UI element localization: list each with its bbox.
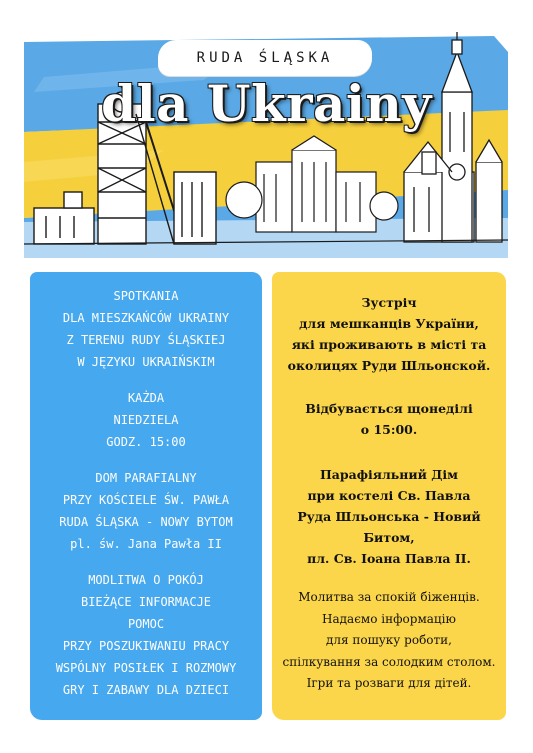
ukrainian-place-line: Парафіяльний Дім <box>319 467 459 482</box>
ukrainian-activity-line: Ігри та розваги для дітей. <box>306 676 472 690</box>
ukrainian-schedule <box>305 376 472 440</box>
polish-info-panel <box>30 272 262 720</box>
polish-activity-line: WSPÓLNY POSIŁEK I ROZMOWY <box>55 661 237 675</box>
polish-place-line: pl. św. Jana Pawła II <box>70 537 222 551</box>
ukrainian-heading-line: для мешканців України, <box>299 316 479 331</box>
polish-heading-line: SPOTKANIA <box>113 289 179 303</box>
ukrainian-activity-line: для пошуку роботи, <box>325 633 452 647</box>
polish-heading-line: Z TERENU RUDY ŚLĄSKIEJ <box>66 333 226 347</box>
polish-heading-line: DLA MIESZKAŃCÓW UKRAINY <box>62 311 230 325</box>
ukrainian-heading-line: Зустріч <box>361 295 417 310</box>
ukrainian-heading-line: які проживають в місті та <box>291 337 487 352</box>
polish-place-line: PRZY KOŚCIELE ŚW. PAWŁA <box>62 493 230 507</box>
polish-schedule-line: NIEDZIELA <box>113 413 179 427</box>
town-name-label: RUDA ŚLĄSKA <box>158 40 372 76</box>
polish-place-line: RUDA ŚLĄSKA - NOWY BYTOM <box>59 515 233 529</box>
ukrainian-heading-line: околицях Руди Шльонской. <box>287 358 491 373</box>
ukrainian-activity-line: Надаємо інформацію <box>322 611 456 626</box>
polish-activity-line: PRZY POSZUKIWANIU PRACY <box>62 639 230 653</box>
poster-title: dla Ukrainy <box>101 74 432 133</box>
polish-schedule <box>106 373 185 453</box>
polish-heading <box>63 272 229 373</box>
polish-activity-line: BIEŻĄCE INFORMACJE <box>80 595 212 609</box>
polish-heading-line: W JĘZYKU UKRAIŃSKIM <box>77 355 215 369</box>
ukrainian-place-line: при костелі Св. Павла <box>307 488 471 503</box>
polish-place-line: DOM PARAFIALNY <box>95 471 197 485</box>
ukrainian-activity-line: спілкування за солодким столом. <box>282 654 496 669</box>
polish-activity-line: GRY I ZABAWY DLA DZIECI <box>62 683 230 697</box>
polish-activity-line: MODLITWA O POKÓJ <box>88 573 204 587</box>
polish-schedule-line: GODZ. 15:00 <box>106 435 186 449</box>
polish-activity-line: POMOC <box>127 617 165 631</box>
ukrainian-schedule-line: о 15:00. <box>360 422 418 437</box>
polish-place <box>59 453 232 555</box>
ukrainian-place-line: Руда Шльонська - Новий <box>297 509 481 524</box>
polish-schedule-line: KAŻDA <box>127 391 165 405</box>
ukrainian-activities <box>283 569 496 695</box>
polish-activities <box>56 555 237 701</box>
ukrainian-schedule-line: Відбувається щонеділі <box>305 401 473 416</box>
ukrainian-activity-line: Молитва за спокій біженців. <box>298 590 480 604</box>
header-banner <box>24 22 508 258</box>
ukrainian-place <box>297 440 480 569</box>
ukrainian-info-panel <box>272 272 506 720</box>
ukrainian-place-line: пл. Св. Іоана Павла ІІ. <box>307 551 471 566</box>
ukrainian-heading <box>288 272 491 376</box>
ukrainian-place-line: Битом, <box>363 530 415 545</box>
